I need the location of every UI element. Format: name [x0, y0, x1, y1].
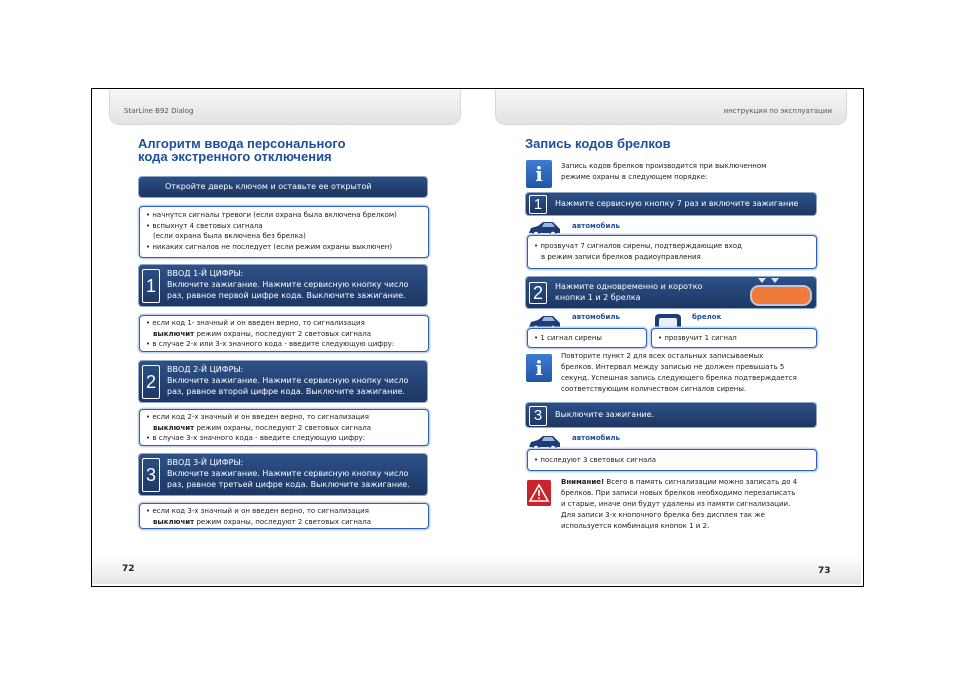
step-number: 2	[142, 365, 160, 399]
list-item: • прозвучат 7 сигналов сирены, подтверждающие вход	[534, 242, 742, 250]
page-number-left: 72	[122, 564, 135, 574]
warning-icon	[527, 480, 551, 506]
step-number: 3	[142, 458, 160, 492]
right-result-box-3	[527, 449, 817, 471]
result-box-3	[139, 409, 429, 446]
left-header-title: StarLine B92 Dialog	[124, 107, 194, 115]
step-2	[139, 361, 427, 402]
step-number: 2	[529, 282, 547, 304]
result-box-1	[139, 206, 429, 258]
step-number: 1	[142, 269, 160, 303]
right-footer	[477, 554, 861, 584]
list-item: • начнутся сигналы тревоги (если охрана была включена брелком)	[146, 211, 397, 219]
step-text: Нажмите одновременно и коротко кнопки 1 и 2 брелка	[555, 282, 703, 302]
car-label: автомобиль	[572, 222, 620, 230]
step-3	[139, 454, 427, 495]
list-item: • если код 3-х значный и он введен верно, то сигнализация	[146, 507, 369, 515]
info-icon: i	[526, 160, 552, 188]
list-item: • последуют 3 световых сигнала	[534, 456, 657, 464]
arrow-down-icon	[758, 278, 766, 283]
fob-result-box	[651, 328, 817, 348]
left-title-line2: кода экстренного отключения	[138, 149, 332, 164]
list-item: • вспыхнут 4 световых сигнала	[146, 221, 263, 230]
list-item: • в случае 2-х или 3-х значного кода - введите следующую цифру:	[146, 340, 395, 348]
list-item: выключит режим охраны, последуют 2 световых сигнала	[153, 423, 371, 432]
right-step-3	[526, 403, 816, 427]
step-number: 1	[529, 195, 547, 214]
info-text-1: Запись кодов брелков производится при выключенном режиме охраны в следующем порядке:	[561, 162, 767, 181]
intro-bar	[139, 177, 427, 197]
right-result-box-1	[527, 235, 817, 269]
result-box-4	[139, 503, 429, 529]
left-title	[138, 137, 346, 163]
info-text-2: Повторите пункт 2 для всех остальных записываемых брелков. Интервал между записью не должен превышать 5 секунд. Успешная запись следующего брелка подтверждается соответствующим количеством сигналов сирены.	[561, 352, 797, 393]
list-item: • 1 сигнал сирены	[534, 334, 602, 342]
left-header	[109, 90, 461, 125]
left-footer	[92, 554, 477, 584]
step-1	[139, 265, 427, 306]
step-text: Выключите зажигание.	[555, 410, 655, 419]
right-step-1	[526, 193, 816, 215]
right-header	[495, 90, 847, 125]
list-item: • в случае 3-х значного кода - введите следующую цифру:	[146, 434, 366, 442]
step-number: 3	[529, 406, 547, 426]
right-header-title: инструкция по эксплуатации	[723, 107, 832, 115]
car-label: автомобиль	[572, 434, 620, 442]
list-item: • если код 2-х значный и он введен верно, то сигнализация	[146, 413, 369, 421]
list-item: • прозвучит 1 сигнал	[658, 334, 737, 342]
fob-label: брелок	[692, 313, 722, 321]
remote-fob-icon	[750, 285, 812, 306]
car-result-box	[527, 328, 647, 348]
list-item: • никаких сигналов не последует (если режим охраны выключен)	[146, 242, 393, 251]
step-text: ВВОД 1-Й ЦИФРЫ: Включите зажигание. Нажмите сервисную кнопку число раз, равное первой цифре кода. Выключите зажигание.	[167, 269, 409, 300]
car-label: автомобиль	[572, 313, 620, 321]
warning-text: Внимание! Всего в память сигнализации можно записать до 4 брелков. При записи новых брелков необходимо перезаписать и старые, иначе они будут удалены из памяти сигнализации. Для записи 3-х кнопочного брелка без дисплея так же используется комбинация кнопок 1 и 2.	[561, 478, 798, 530]
list-item: выключит режим охраны, последуют 2 световых сигнала	[153, 517, 371, 526]
intro-text: Откройте дверь ключом и оставьте ее открытой	[165, 182, 372, 191]
step-text: ВВОД 2-Й ЦИФРЫ: Включите зажигание. Нажмите сервисную кнопку число раз, равное второй цифре кода. Выключите зажигание.	[167, 365, 409, 396]
step-text: ВВОД 3-Й ЦИФРЫ: Включите зажигание. Нажмите сервисную кнопку число раз, равное третьей цифре кода. Выключите зажигание.	[167, 458, 410, 489]
list-item: • если код 1- значный и он введен верно, то сигнализация	[146, 319, 365, 327]
list-item: выключит режим охраны, последуют 2 световых сигнала	[153, 329, 371, 338]
right-step-2	[526, 277, 816, 308]
arrow-down-icon	[771, 278, 779, 283]
info-icon: i	[526, 354, 552, 382]
list-item: в режим записи брелков радиоуправления	[541, 252, 701, 261]
page-number-right: 73	[818, 566, 831, 576]
right-title: Запись кодов брелков	[525, 136, 671, 151]
left-title-line1: Алгоритм ввода персонального	[138, 136, 346, 151]
step-text: Нажмите сервисную кнопку 7 раз и включите зажигание	[555, 199, 799, 208]
list-item: (если охрана была включена без брелка)	[153, 232, 306, 240]
result-box-2	[139, 315, 429, 352]
